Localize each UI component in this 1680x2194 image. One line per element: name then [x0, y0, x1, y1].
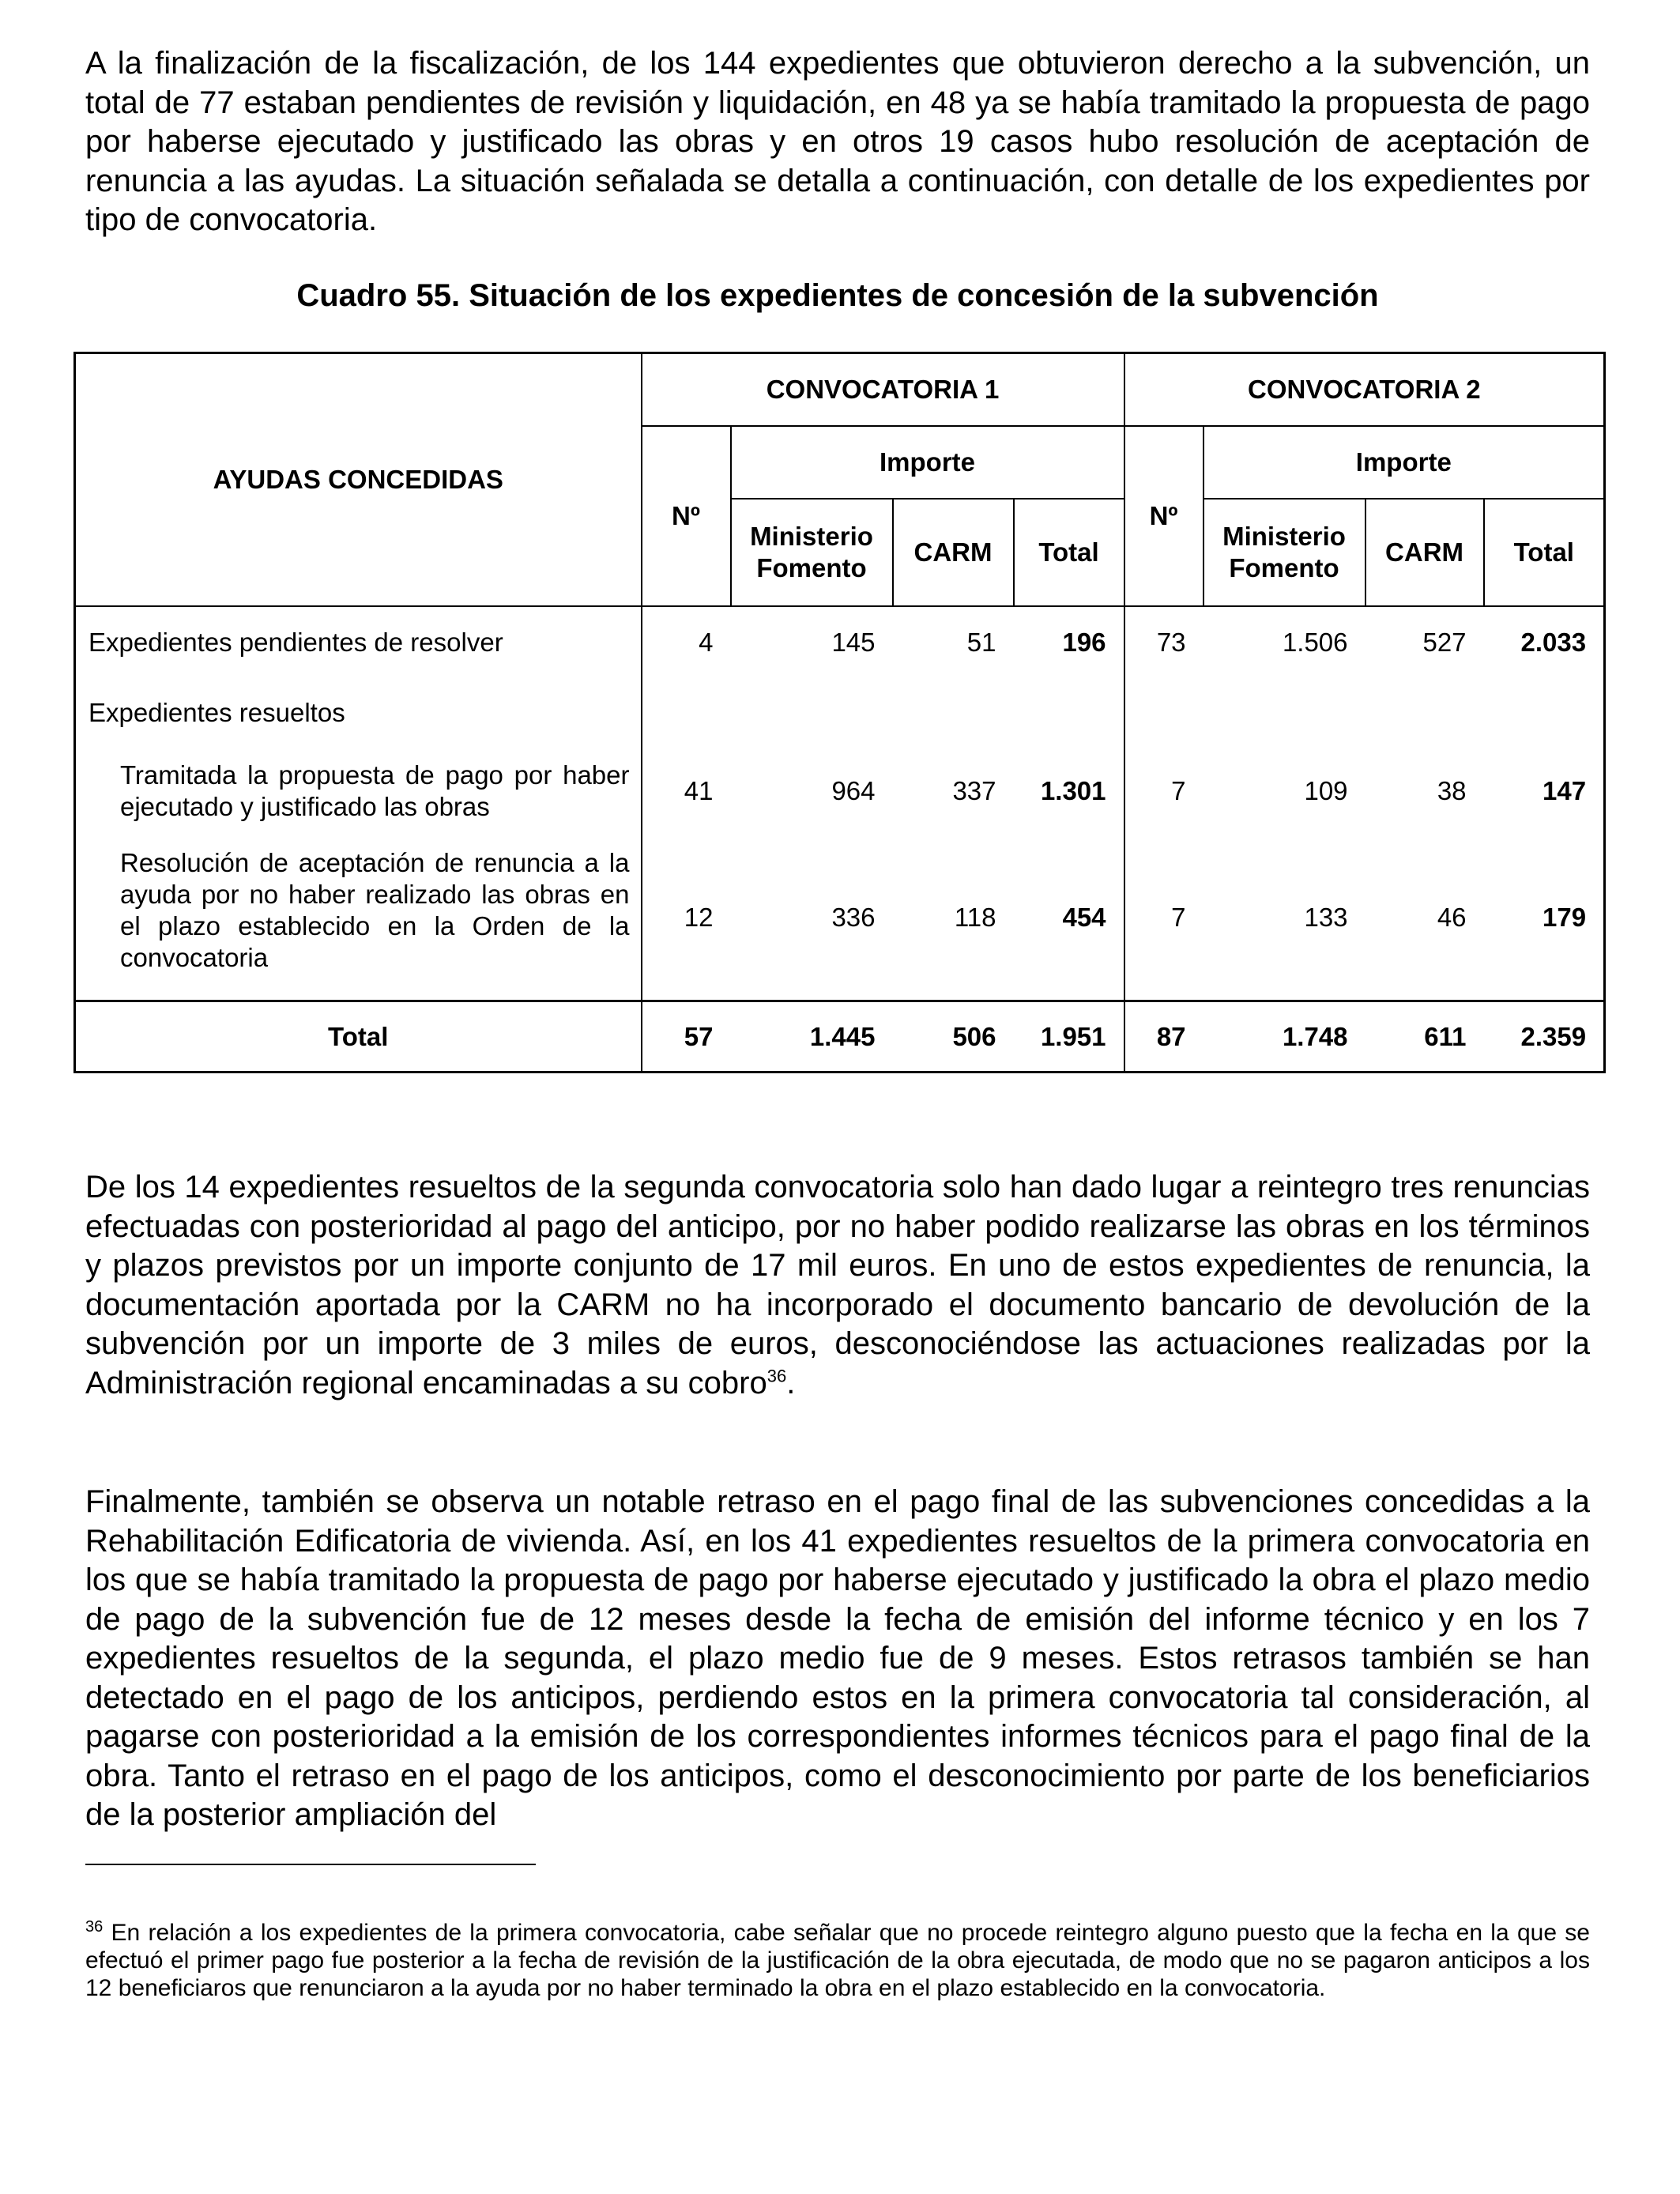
paragraph-retrasos: Finalmente, también se observa un notable retraso en el pago final de las subvenciones concedidas a la Rehabilitación Edificatoria de vivienda. Así, en los 41 expedientes resueltos de la primera convocatoria en los que se había tramitado la propuesta de pago por haberse ejecutado y justificado la obra el plazo medio de pago de la subvención fue de 12 meses desde la fecha de emisión del informe técnico y en los 7 expedientes resueltos de la segunda, el plazo medio fue de 9 meses. Estos retrasos también se han detectado en el pago de los anticipos, perdiendo estos en la primera convocatoria tal consideración, al pagarse con posterioridad a la emisión de los correspondientes informes técnicos para el pago final de la obra. Tanto el retraso en el pago de los anticipos, como el desconocimiento por parte de los beneficiarios de la posterior ampliación del [85, 1484, 1590, 1832]
header-convocatoria-2: CONVOCATORIA 2 [1124, 353, 1605, 426]
header-num-2: Nº [1124, 426, 1203, 606]
header-importe-1: Importe [731, 426, 1124, 499]
table-row: Expedientes pendientes de resolver 4 145 51 196 73 1.506 527 2.033 [75, 606, 1605, 679]
table-row: Expedientes resueltos [75, 679, 1605, 747]
header-carm-2: CARM [1365, 499, 1484, 606]
table-row: Resolución de aceptación de renuncia a la ayuda por no haber realizado las obras en el plazo establecido en la Orden de la convocatoria 12 336 118 454 7 133 46 179 [75, 835, 1605, 1001]
table-caption: Cuadro 55. Situación de los expedientes de concesión de la subvención [296, 278, 1379, 313]
header-convocatoria-1: CONVOCATORIA 1 [642, 353, 1124, 426]
intro-paragraph: A la finalización de la fiscalización, de los 144 expedientes que obtuvieron derecho a la subvención, un total de 77 estaban pendientes de revisión y liquidación, en 48 ya se había tramitado la propuesta de pago por haberse ejecutado y justificado las obras y en otros 19 casos hubo resolución de aceptación de renuncia a las ayudas. La situación señalada se detalla a continuación, con detalle de los expedientes por tipo de convocatoria. [85, 46, 1590, 237]
footnote-number: 36 [85, 1918, 104, 1936]
header-ayudas-concedidas: AYUDAS CONCEDIDAS [75, 353, 642, 606]
header-ministerio-1: Ministerio Fomento [731, 499, 893, 606]
table-row: Tramitada la propuesta de pago por haber ejecutado y justificado las obras 41 964 337 1.301 7 109 38 147 [75, 747, 1605, 835]
header-ministerio-2: Ministerio Fomento [1203, 499, 1365, 606]
header-num-1: Nº [642, 426, 731, 606]
table-total-row: Total 57 1.445 506 1.951 87 1.748 611 2.359 [75, 1001, 1605, 1072]
header-importe-2: Importe [1203, 426, 1605, 499]
footnote: $^{36}$ En relación a los expedientes de la primera convocatoria, cabe señalar que no procede reintegro alguno puesto que la fecha en la que se efectuó el primer pago fue posterior a la fecha de revisión de la justificación de la obra ejecutada, de modo que no se pagaron anticipos a los 12 beneficiaros que renunciaron a la ayuda por no haber terminado la obra en el plazo establecido en la convocatoria. [85, 1918, 1590, 2001]
header-carm-1: CARM [893, 499, 1014, 606]
header-total-1: Total [1014, 499, 1124, 606]
header-total-2: Total [1484, 499, 1605, 606]
paragraph-reintegros: De los 14 expedientes resueltos de la segunda convocatoria solo han dado lugar a reintegro tres renuncias efectuadas con posterioridad al pago del anticipo, por no haber podido realizarse las obras en los términos y plazos previstos por un importe conjunto de 17 mil euros. En uno de estos expedientes de renuncia, la documentación aportada por la CARM no ha incorporado el documento bancario de devolución de la subvención por un importe de 3 miles de euros, desconociéndose las actuaciones realizadas por la Administración regional encaminadas a su cobro$^{36}$. [85, 1170, 1590, 1400]
footnote-ref[interactable]: 36 [767, 1366, 787, 1386]
footnote-separator [85, 1864, 536, 1865]
expedientes-table [73, 352, 1606, 1073]
